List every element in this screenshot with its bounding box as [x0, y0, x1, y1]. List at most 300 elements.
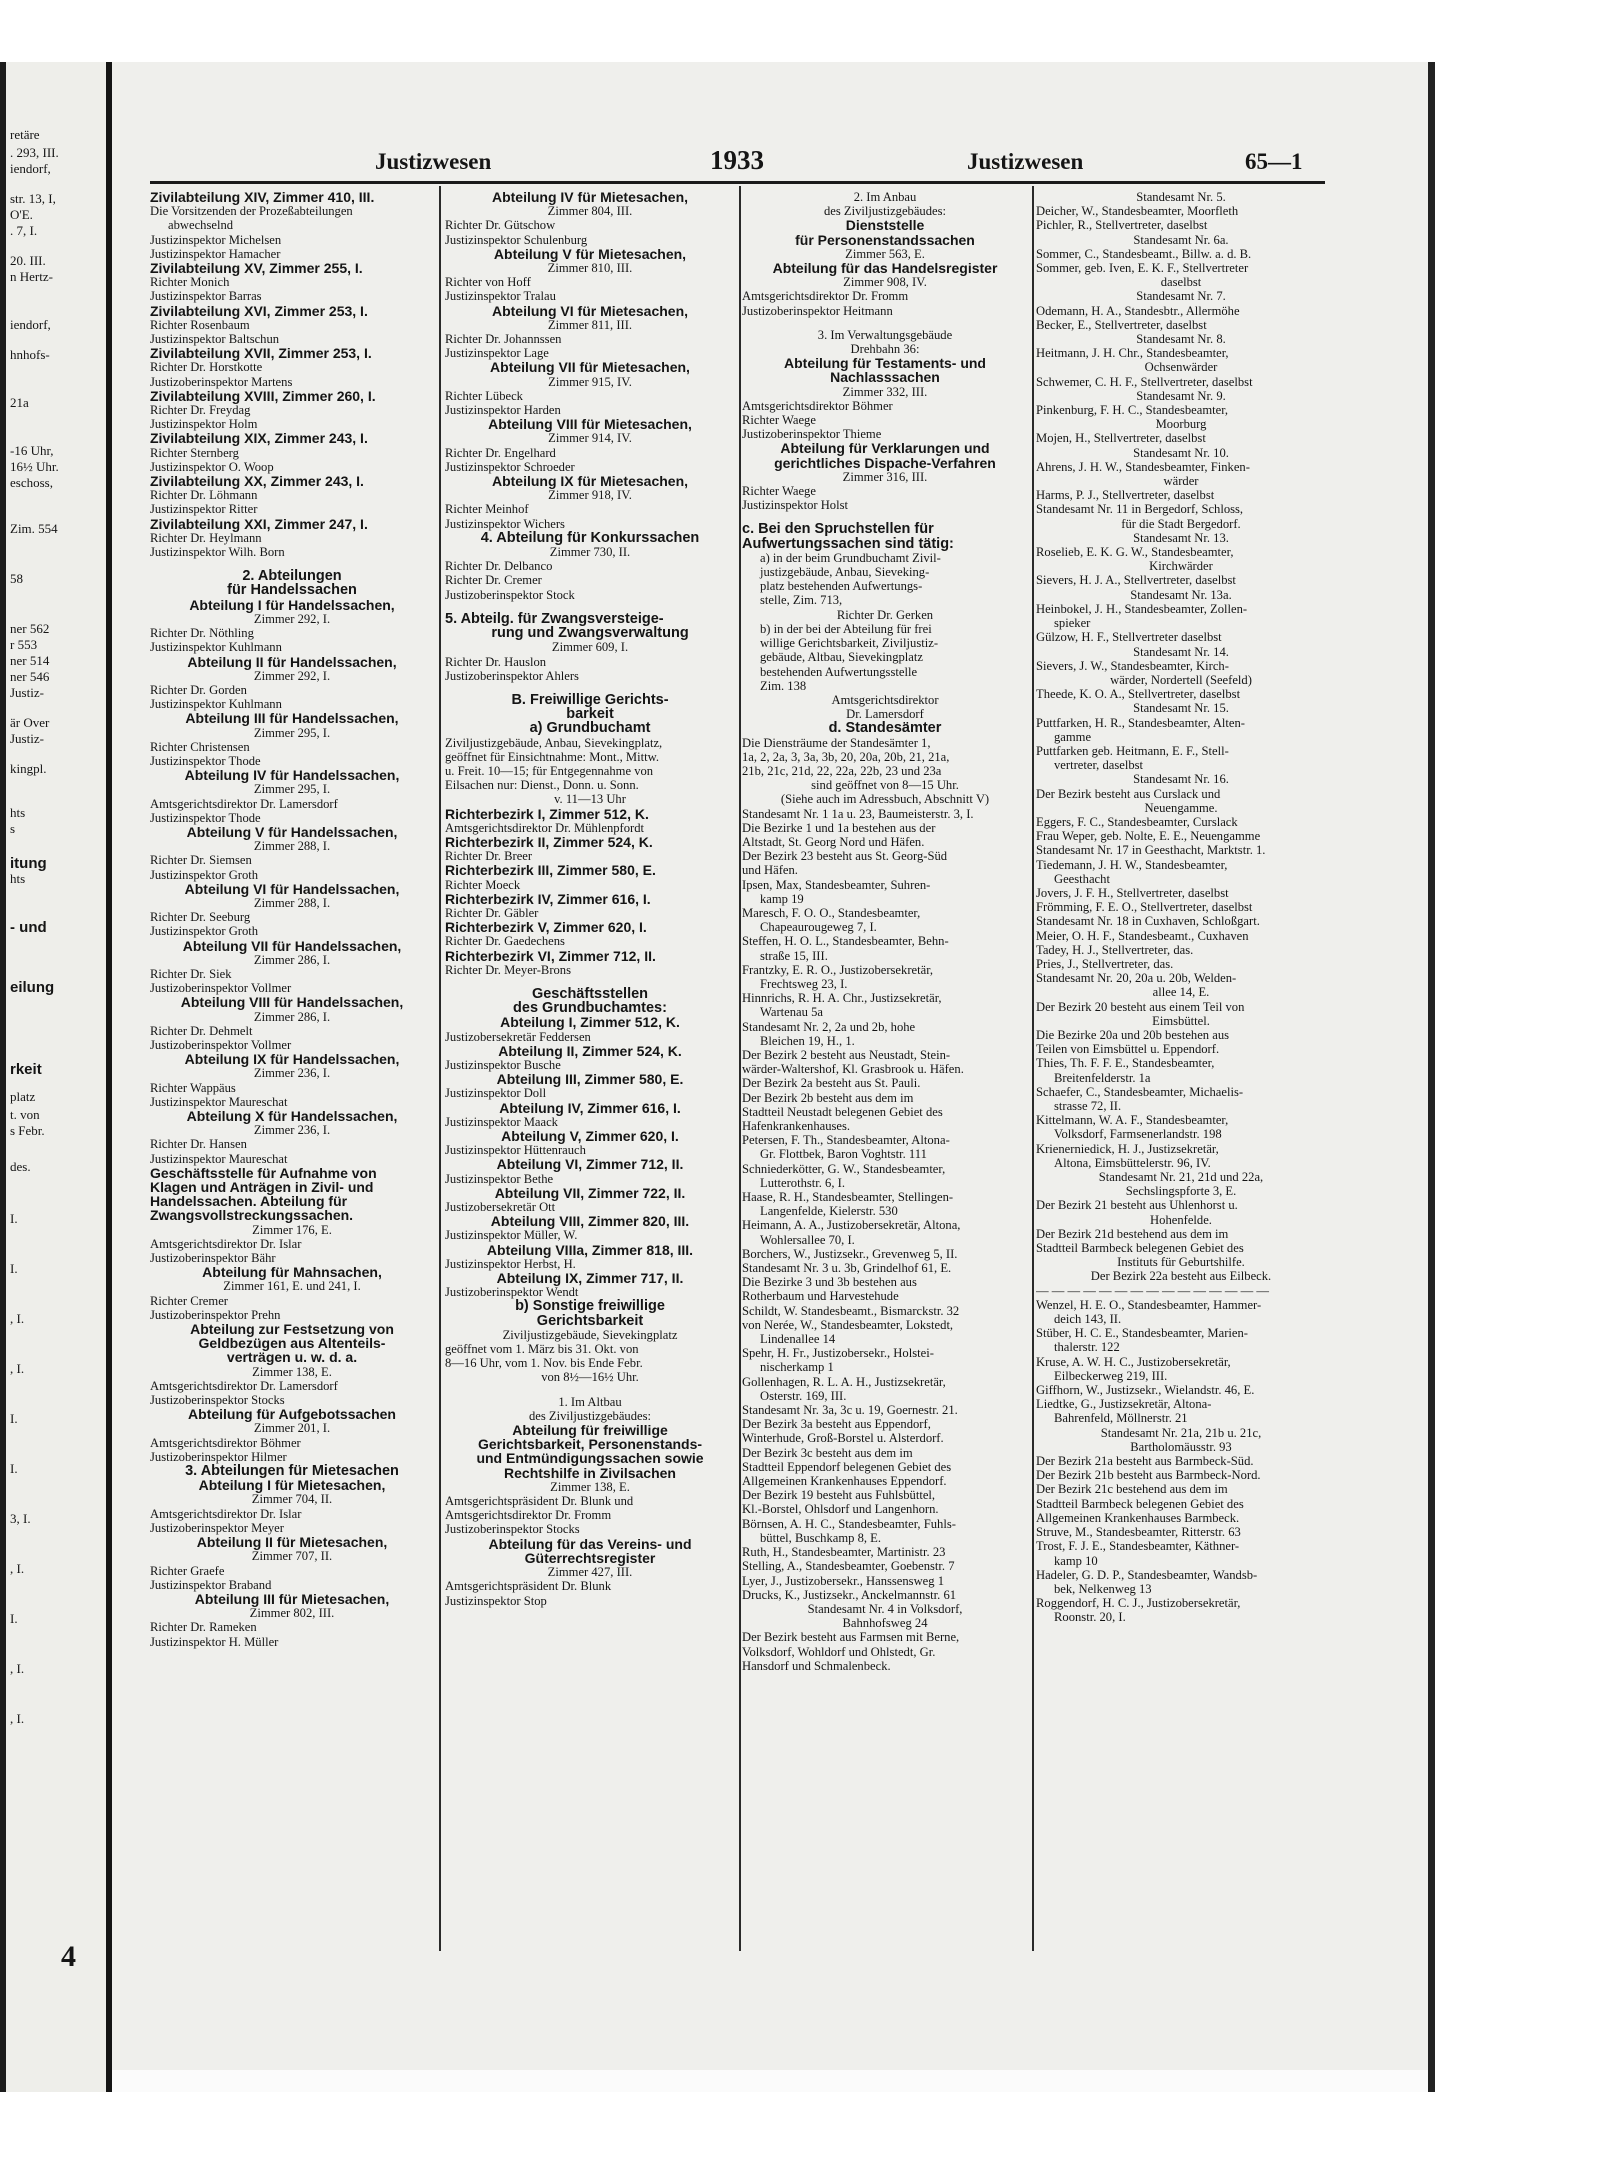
section-heading: Abteilung für Verklarungen und: [780, 440, 990, 457]
entry-line: Schildt, W. Standesbeamt., Bismarckstr. 32: [742, 1303, 960, 1318]
entry-line: Hafenkrankenhauses.: [742, 1119, 851, 1133]
prev-page-fragment: , I.: [10, 1361, 25, 1376]
entry-line: Justizoberinspektor Vollmer: [150, 981, 292, 996]
entry-line: Börnsen, A. H. C., Standesbeamter, Fuhls-: [742, 1516, 956, 1531]
entry-line: Hansdorf und Schmalenbeck.: [742, 1658, 891, 1673]
entry-line: Die Bezirke 3 und 3b bestehen aus: [742, 1275, 917, 1290]
entry-line: Standesamt Nr. 21a, 21b u. 21c,: [1100, 1425, 1262, 1440]
prev-page-fragment: ner 562: [10, 621, 50, 636]
column-divider-1: [439, 186, 441, 1951]
entry-line: Heimann, A. A., Justizobersekretär, Altona,: [742, 1218, 961, 1233]
entry-line: Zimmer 609, I.: [551, 640, 629, 655]
prev-page-fragment: är Over: [10, 715, 50, 730]
entry-line: Richter von Hoff: [445, 275, 531, 290]
prev-page-fragment: iendorf,: [10, 317, 51, 332]
prev-page-fragment: - und: [10, 919, 47, 936]
section-heading: Abteilung V für Handelssachen,: [186, 823, 398, 840]
entry-line: Hadeler, G. D. P., Standesbeamter, Wandsb-: [1036, 1567, 1258, 1582]
entry-line: wärder, Nordertell (Seefeld): [1110, 672, 1252, 687]
entry-line: Krienerniedick, H. J., Justizsekretär,: [1036, 1141, 1219, 1156]
prev-page-fragment: Justiz-: [10, 731, 44, 746]
section-heading: Abteilung VII, Zimmer 722, II.: [494, 1184, 686, 1201]
prev-page-fragment: platz: [10, 1089, 36, 1104]
section-heading: 2. Abteilungen: [242, 568, 342, 585]
prev-page-fragment: eilung: [10, 979, 55, 996]
entry-line: Stadtteil Barmbeck belegenen Gebiet des: [1036, 1241, 1244, 1256]
entry-line: Gollenhagen, R. L. A. H., Justizsekretär,: [742, 1374, 946, 1389]
entry-line: Justizinspektor Harden: [445, 403, 561, 418]
previous-page-fragment: [6, 62, 106, 2092]
entry-line: Sommer, geb. Iven, E. K. F., Stellvertreter: [1036, 261, 1249, 276]
entry-line: Justizinspektor Holm: [150, 417, 258, 432]
section-heading: 3. Abteilungen für Mietesachen: [185, 1463, 399, 1480]
prev-page-fragment: 3, I.: [10, 1511, 31, 1526]
entry-line: Giffhorn, W., Justizsekr., Wielandstr. 46, E.: [1036, 1383, 1255, 1398]
entry-line: Richter Lübeck: [445, 388, 523, 403]
section-heading: Richterbezirk IV, Zimmer 616, I.: [445, 890, 651, 907]
section-heading: 4. Abteilung für Konkurssachen: [480, 529, 700, 546]
entry-line: Roselieb, E. K. G. W., Standesbeamter,: [1036, 545, 1234, 560]
entry-line: Justizinspektor Wichers: [445, 516, 565, 531]
section-heading: Richterbezirk III, Zimmer 580, E.: [445, 862, 656, 879]
entry-line: kamp 10: [1054, 1553, 1098, 1568]
entry-line: Bahrenfeld, Möllnerstr. 21: [1054, 1411, 1188, 1426]
entry-line: Standesamt Nr. 9.: [1136, 388, 1226, 403]
entry-line: Justizinspektor Stop: [445, 1593, 547, 1608]
entry-line: Richter Dr. Freydag: [150, 403, 251, 418]
prev-page-fragment: , I.: [10, 1561, 25, 1576]
prev-page-fragment: rkeit: [10, 1061, 42, 1078]
entry-line: Richter Monich: [150, 275, 230, 290]
entry-line: Struve, M., Standesbeamter, Ritterstr. 63: [1036, 1525, 1241, 1540]
entry-line: Allgemeinen Krankenhauses Barmbeck.: [1036, 1510, 1240, 1525]
scan-edge-right: [1428, 62, 1435, 2092]
entry-line: des Ziviljustizgebäudes:: [823, 204, 947, 219]
entry-line: Standesamt Nr. 14.: [1133, 644, 1229, 659]
prev-page-fragment: r 553: [10, 637, 38, 652]
entry-line: Ziviljustizgebäude, Anbau, Sievekingplatz,: [445, 735, 663, 750]
entry-line: des Ziviljustizgebäudes:: [528, 1408, 652, 1423]
entry-line: Stadtteil Neustadt belegenen Gebiet des: [742, 1104, 943, 1119]
entry-line: Eggers, F. C., Standesbeamter, Curslack: [1036, 814, 1238, 829]
entry-line: Justizoberinspektor Thieme: [742, 427, 882, 442]
prev-page-fragment: . 7, I.: [10, 223, 38, 238]
running-head-year: 1933: [710, 145, 764, 175]
entry-line: Justizinspektor Braband: [150, 1577, 272, 1592]
entry-line: Thies, Th. F. F. E., Standesbeamter,: [1036, 1056, 1215, 1071]
prev-page-fragment: O'E.: [10, 207, 33, 222]
section-heading: Abteilung V, Zimmer 620, I.: [501, 1128, 679, 1144]
entry-line: nischerkamp 1: [760, 1360, 834, 1375]
text-column-4: [1036, 190, 1326, 1950]
entry-line: 2. Im Anbau: [853, 190, 917, 204]
section-heading: Richterbezirk II, Zimmer 524, K.: [445, 833, 653, 850]
entry-line: Zimmer 295, I.: [253, 725, 331, 740]
entry-line: Richter Dr. Johannssen: [445, 332, 562, 347]
entry-line: Richter Dr. Gerken: [836, 607, 934, 622]
entry-line: Amtsgerichtsdirektor Dr. Lamersdorf: [150, 1378, 338, 1393]
entry-line: Trost, F. J. E., Standesbeamter, Käthner-: [1036, 1539, 1240, 1554]
entry-line: Richter Dr. Gaedechens: [445, 934, 565, 949]
section-heading: Abteilung I für Handelssachen,: [189, 596, 395, 613]
prev-page-fragment: des.: [10, 1159, 31, 1174]
entry-line: Rotherbaum und Harvestehude: [742, 1289, 899, 1304]
entry-line: Meier, O. H. F., Standesbeamt., Cuxhaven: [1036, 928, 1249, 943]
entry-line: Richter Dr. Nöthling: [150, 626, 254, 641]
entry-line: Justizinspektor Thode: [150, 810, 261, 825]
entry-line: Die Vorsitzenden der Prozeßabteilungen: [150, 204, 353, 219]
entry-line: wärder-Waltershof, Kl. Grasbrook u. Häfen.: [742, 1062, 964, 1077]
entry-line: Richter Dr. Löhmann: [150, 488, 258, 503]
entry-line: Standesamt Nr. 3a, 3c u. 19, Goernestr. 21.: [742, 1403, 958, 1418]
section-heading: Nachlasssachen: [830, 369, 940, 386]
entry-line: Haase, R. H., Standesbeamter, Stellingen-: [742, 1190, 954, 1205]
page-bottom-edge: [112, 2070, 1428, 2092]
entry-line: justizgebäude, Anbau, Sieveking-: [760, 565, 930, 580]
entry-line: Schwemer, C. H. F., Stellvertreter, daselbst: [1036, 374, 1253, 389]
entry-line: Justizinspektor Doll: [445, 1086, 547, 1101]
entry-line: Sievers, J. W., Standesbeamter, Kirch-: [1036, 658, 1229, 673]
entry-line: Volksdorf, Wohldorf und Ohlstedt, Gr.: [742, 1644, 936, 1659]
entry-line: Harms, P. J., Stellvertreter, daselbst: [1036, 488, 1215, 503]
entry-line: Frantzky, E. R. O., Justizobersekretär,: [742, 962, 934, 977]
entry-line: Justizinspektor Thode: [150, 753, 261, 768]
running-head-left: Justizwesen: [375, 149, 492, 174]
entry-line: Justizinspektor Busche: [445, 1057, 561, 1072]
entry-line: Spehr, H. Fr., Justizobersekr., Holstei-: [742, 1346, 934, 1361]
entry-line: Der Bezirk 21c bestehend aus dem im: [1036, 1482, 1228, 1497]
section-heading: Rechtshilfe in Zivilsachen: [504, 1464, 676, 1481]
entry-line: Richter Dr. Heylmann: [150, 530, 262, 545]
entry-line: Sommer, C., Standesbeamt., Billw. a. d. B.: [1036, 246, 1252, 261]
section-heading: Abteilung VIIIa, Zimmer 818, III.: [486, 1241, 694, 1258]
prev-page-fragment: s Febr.: [10, 1123, 45, 1138]
section-heading: Abteilung I, Zimmer 512, K.: [500, 1014, 680, 1031]
prev-page-fragment: 21a: [10, 395, 29, 410]
entry-line: Justizoberinspektor Stocks: [445, 1522, 580, 1537]
section-heading: b) Sonstige freiwillige: [515, 1298, 665, 1315]
prev-page-fragment: Justiz-: [10, 685, 44, 700]
entry-line: Richter Dr. Meyer-Brons: [445, 962, 572, 977]
entry-line: Heinbokel, J. H., Standesbeamter, Zollen-: [1036, 601, 1248, 616]
entry-line: Zimmer 288, I.: [253, 895, 331, 910]
entry-line: Puttfarken geb. Heitmann, E. F., Stell-: [1036, 743, 1229, 758]
column-divider-3: [1032, 186, 1034, 1951]
entry-line: Gr. Flottbek, Baron Voghtstr. 111: [760, 1147, 927, 1162]
prev-page-fragment: I.: [10, 1261, 18, 1276]
entry-line: Justizinspektor Hamacher: [150, 246, 281, 261]
entry-line: Ruth, H., Standesbeamter, Martinistr. 23: [742, 1545, 946, 1560]
section-heading: Abteilung IV für Mietesachen,: [491, 190, 689, 205]
prev-page-fragment: 58: [10, 571, 23, 586]
entry-line: Wohlersallee 70, I.: [760, 1232, 855, 1247]
section-heading: Abteilung für Mahnsachen,: [202, 1264, 382, 1281]
section-heading: Abteilung III für Mietesachen,: [194, 1590, 390, 1607]
entry-line: Zimmer 286, I.: [253, 1009, 331, 1024]
entry-line: sind geöffnet von 8—15 Uhr.: [811, 778, 959, 793]
prev-page-fragment: I.: [10, 1411, 18, 1426]
entry-line: Zimmer 811, III.: [547, 317, 633, 332]
prev-page-fragment: , I.: [10, 1311, 25, 1326]
entry-line: Richter Waege: [742, 413, 816, 428]
entry-line: Roggendorf, H. C. J., Justizobersekretär,: [1036, 1596, 1241, 1611]
entry-line: Zimmer 292, I.: [253, 611, 331, 626]
entry-line: Wenzel, H. E. O., Standesbeamter, Hammer-: [1036, 1297, 1262, 1312]
section-heading: Güterrechtsregister: [524, 1549, 656, 1566]
entry-line: Standesamt Nr. 18 in Cuxhaven, Schloßgart.: [1036, 914, 1260, 929]
entry-line: Zimmer 316, III.: [842, 469, 928, 484]
prev-page-fragment: eschoss,: [10, 475, 53, 490]
entry-line: Ziviljustizgebäude, Sievekingplatz: [502, 1327, 678, 1342]
entry-line: Frömming, F. E. O., Stellvertreter, daselbst: [1036, 900, 1253, 915]
entry-line: Zimmer 176, E.: [252, 1222, 332, 1237]
entry-line: Der Bezirk 23 besteht aus St. Georg-Süd: [742, 849, 948, 864]
entry-line: Breitenfelderstr. 1a: [1054, 1070, 1151, 1085]
entry-line: Tadey, H. J., Stellvertreter, das.: [1036, 942, 1194, 957]
prev-page-fragment: s: [10, 821, 16, 836]
entry-line: Justizinspektor Wilh. Born: [150, 545, 285, 560]
section-heading: Zivilabteilung XVII, Zimmer 253, I.: [150, 345, 372, 362]
entry-line: Sievers, H. J. A., Stellvertreter, daselbst: [1036, 573, 1236, 588]
entry-line: Zimmer 332, III.: [842, 384, 928, 399]
entry-line: Der Bezirk 3c besteht aus dem im: [742, 1445, 913, 1460]
entry-line: Kittelmann, W. A. F., Standesbeamter,: [1036, 1113, 1229, 1128]
prev-page-fragment: , I.: [10, 1661, 25, 1676]
entry-line: Bartholomäusstr. 93: [1130, 1439, 1232, 1454]
entry-line: Kruse, A. W. H. C., Justizobersekretär,: [1036, 1354, 1231, 1369]
entry-line: Der Bezirk 20 besteht aus einem Teil von: [1036, 999, 1245, 1014]
entry-line: v. 11—13 Uhr: [554, 792, 626, 807]
entry-line: Neuengamme.: [1144, 800, 1218, 815]
entry-line: Der Bezirk 21 besteht aus Uhlenhorst u.: [1036, 1198, 1238, 1213]
entry-line: Standesamt Nr. 11 in Bergedorf, Schloss,: [1036, 502, 1244, 517]
entry-line: Standesamt Nr. 7.: [1136, 289, 1226, 304]
section-heading: Zivilabteilung XIX, Zimmer 243, I.: [150, 430, 368, 447]
entry-line: Standesamt Nr. 13a.: [1130, 587, 1232, 602]
entry-line: Justizoberinspektor Hilmer: [150, 1449, 287, 1464]
section-heading: Geschäftsstelle für Aufnahme von: [150, 1164, 377, 1181]
entry-line: für die Stadt Bergedorf.: [1121, 516, 1241, 531]
entry-line: Der Bezirk 22a besteht aus Eilbeck.: [1090, 1269, 1272, 1284]
entry-line: Zimmer 704, II.: [251, 1492, 333, 1507]
section-heading: Abteilung X für Handelssachen,: [186, 1108, 398, 1124]
prev-page-fragment: 16½ Uhr.: [10, 459, 59, 474]
entry-line: Zimmer 161, E. und 241, I.: [223, 1279, 361, 1294]
entry-line: Richter Dr. Engelhard: [445, 445, 556, 460]
entry-line: Lyer, J., Justizobersekr., Hanssensweg 1: [742, 1573, 945, 1588]
entry-line: Justizinspektor Tralau: [445, 289, 556, 304]
entry-line: Richter Dr. Siemsen: [150, 853, 252, 868]
section-heading: Abteilung VII für Handelssachen,: [182, 937, 402, 954]
section-heading: Geldbezügen aus Altenteils-: [198, 1335, 386, 1352]
page-number-bottom: 4: [61, 1940, 76, 1973]
entry-line: Justizoberinspektor Meyer: [150, 1520, 284, 1535]
entry-line: bek, Nelkenweg 13: [1054, 1581, 1152, 1596]
entry-line: allee 14, E.: [1152, 985, 1210, 1000]
entry-line: Richter Christensen: [150, 739, 250, 754]
entry-line: Amtsgerichtsdirektor Dr. Islar: [150, 1506, 302, 1521]
entry-line: Richter Dr. Siek: [150, 966, 232, 981]
entry-line: Justizoberinspektor Vollmer: [150, 1037, 292, 1052]
entry-line: Hinnrichs, R. H. A. Chr., Justizsekretär,: [742, 991, 942, 1006]
section-heading: Abteilung für Aufgebotssachen: [188, 1406, 396, 1423]
section-heading: Abteilung für Testaments- und: [784, 355, 986, 372]
entry-line: Justizoberinspektor Bähr: [150, 1251, 276, 1266]
entry-line: Justizoberinspektor Martens: [150, 374, 293, 389]
entry-line: Ahrens, J. H. W., Standesbeamter, Finken-: [1036, 459, 1250, 474]
entry-line: Zimmer 236, I.: [253, 1066, 331, 1081]
entry-line: Standesamt Nr. 16.: [1133, 772, 1229, 787]
entry-line: 21b, 21c, 21d, 22, 22a, 22b, 23 und 23a: [742, 763, 942, 778]
entry-line: Zimmer 563, E.: [845, 246, 925, 261]
entry-line: Drucks, K., Justizsekr., Anckelmannstr. 61: [742, 1587, 957, 1602]
entry-line: Richter Cremer: [150, 1293, 228, 1308]
entry-line: Der Bezirk 2b besteht aus dem im: [742, 1090, 914, 1105]
prev-page-fragment: str. 13, I,: [10, 191, 56, 206]
entry-line: Zimmer 236, I.: [253, 1123, 331, 1138]
entry-line: Standesamt Nr. 4 in Volksdorf,: [807, 1601, 963, 1616]
entry-line: Richter Dr. Dehmelt: [150, 1023, 253, 1038]
entry-line: Richter Dr. Horstkotte: [150, 360, 263, 375]
entry-line: Zimmer 295, I.: [253, 782, 331, 797]
entry-line: Stelling, A., Standesbeamter, Goebenstr. 7: [742, 1559, 955, 1574]
entry-line: deich 143, II.: [1054, 1312, 1122, 1327]
entry-line: Justizinspektor Michelsen: [150, 232, 282, 247]
entry-line: Standesamt Nr. 10.: [1133, 445, 1229, 460]
prev-page-fragment: -16 Uhr,: [10, 443, 54, 458]
entry-line: stelle, Zim. 713,: [760, 593, 843, 608]
prev-page-fragment: n Hertz-: [10, 269, 53, 284]
entry-line: Ochsenwärder: [1144, 360, 1218, 375]
entry-line: Justizinspektor Herbst, H.: [445, 1256, 576, 1271]
prev-page-fragment: I.: [10, 1461, 18, 1476]
entry-line: Standesamt Nr. 2, 2a und 2b, hohe: [742, 1019, 916, 1034]
section-heading: barkeit: [566, 706, 614, 723]
entry-line: Heitmann, J. H. Chr., Standesbeamter,: [1036, 346, 1229, 361]
entry-line: daselbst: [1160, 275, 1202, 290]
prev-page-fragment: 20. III.: [10, 253, 46, 268]
entry-line: Der Bezirk 3a besteht aus Eppendorf,: [742, 1417, 931, 1432]
entry-line: Richter Rosenbaum: [150, 317, 250, 332]
entry-line: Richter Dr. Gäbler: [445, 905, 539, 920]
text-column-3: [742, 190, 1028, 1950]
entry-line: b) in der bei der Abteilung für frei: [760, 621, 932, 636]
entry-line: Amtsgerichtsdirektor Dr. Mühlenpfordt: [445, 820, 645, 835]
entry-line: Richter Dr. Gorden: [150, 682, 247, 697]
entry-line: 1. Im Altbau: [558, 1394, 622, 1409]
entry-line: Der Bezirk 2 besteht aus Neustadt, Stein-: [742, 1047, 951, 1062]
section-heading: Klagen und Anträgen in Zivil- und: [150, 1179, 374, 1196]
prev-page-fragment: Zim. 554: [10, 521, 58, 536]
entry-line: Mojen, H., Stellvertreter, daselbst: [1036, 431, 1206, 446]
section-heading: Abteilung VIII für Handelssachen,: [180, 994, 404, 1011]
section-heading: c. Bei den Spruchstellen für: [742, 521, 934, 538]
entry-line: Der Bezirk 21a besteht aus Barmbeck-Süd.: [1036, 1454, 1254, 1469]
entry-line: Pinkenburg, F. H. C., Standesbeamter,: [1036, 403, 1229, 418]
entry-line: Justizinspektor Lage: [445, 346, 549, 361]
entry-line: Justizoberinspektor Heitmann: [742, 303, 893, 318]
entry-line: Amtsgerichtspräsident Dr. Blunk und: [445, 1494, 634, 1509]
entry-line: Amtsgerichtsdirektor Dr. Fromm: [742, 289, 909, 304]
entry-line: Richter Dr. Cremer: [445, 573, 542, 588]
entry-line: Die Bezirke 20a und 20b bestehen aus: [1036, 1027, 1230, 1042]
entry-line: wärder: [1163, 474, 1199, 489]
section-heading: Handelssachen. Abteilung für: [150, 1193, 348, 1210]
entry-line: Justizinspektor Barras: [150, 289, 262, 304]
section-heading: Dienststelle: [845, 217, 925, 234]
section-heading: Aufwertungssachen sind tätig:: [742, 535, 954, 552]
entry-line: Justizinspektor Ritter: [150, 502, 258, 517]
prev-page-fragment: hts: [10, 871, 26, 886]
entry-line: Die Bezirke 1 und 1a bestehen aus der: [742, 820, 936, 835]
section-heading: Abteilung für das Vereins- und: [488, 1535, 692, 1552]
entry-line: Der Bezirk 21b besteht aus Barmbeck-Nord.: [1036, 1468, 1261, 1483]
column-divider-2: [739, 186, 741, 1951]
entry-line: spieker: [1054, 616, 1091, 631]
entry-line: willige Gerichtsbarkeit, Ziviljustiz-: [760, 636, 939, 651]
entry-line: Borchers, W., Justizsekr., Grevenweg 5, II.: [742, 1246, 958, 1261]
entry-line: Amtsgerichtsdirektor Dr. Islar: [150, 1236, 302, 1251]
entry-line: Kl.-Borstel, Ohlsdorf und Langenhorn.: [742, 1502, 939, 1517]
entry-line: Richter Wappäus: [150, 1080, 236, 1095]
entry-line: Justizoberinspektor Wendt: [445, 1285, 579, 1300]
section-heading: Abteilung VII für Mietesachen,: [490, 359, 690, 376]
entry-line: straße 15, III.: [760, 948, 828, 963]
section-heading: 5. Abteilg. für Zwangsversteige-: [445, 610, 664, 627]
entry-line: Zim. 138: [760, 678, 807, 693]
entry-line: abwechselnd: [168, 218, 234, 233]
entry-line: Standesamt Nr. 3 u. 3b, Grindelhof 61, E.: [742, 1261, 952, 1276]
entry-line: Der Bezirk besteht aus Curslack und: [1036, 786, 1221, 801]
entry-line: Der Bezirk 2a besteht aus St. Pauli.: [742, 1076, 921, 1091]
entry-line: Schaefer, C., Standesbeamter, Michaelis-: [1036, 1084, 1244, 1099]
entry-line: Zimmer 201, I.: [253, 1421, 331, 1436]
entry-line: von 8½—16½ Uhr.: [541, 1370, 639, 1385]
section-heading: Abteilung VI für Mietesachen,: [491, 302, 689, 319]
entry-line: Amtsgerichtsdirektor: [831, 692, 939, 707]
entry-line: Justizobersekretär Ott: [445, 1200, 556, 1215]
section-heading: Abteilung II für Handelssachen,: [187, 653, 397, 670]
entry-line: a) in der beim Grundbuchamt Zivil-: [760, 550, 941, 565]
entry-line: Standesamt Nr. 13.: [1133, 530, 1229, 545]
section-heading: Abteilung zur Festsetzung von: [190, 1321, 394, 1338]
entry-line: Pries, J., Stellvertreter, das.: [1036, 956, 1174, 971]
entry-line: Bleichen 19, H., 1.: [760, 1033, 855, 1048]
section-heading: Zivilabteilung XV, Zimmer 255, I.: [150, 260, 363, 277]
header-rule: [150, 181, 1325, 184]
entry-line: Stadtteil Eppendorf belegenen Gebiet des: [742, 1459, 952, 1474]
entry-line: Gülzow, H. F., Stellvertreter daselbst: [1036, 630, 1222, 645]
entry-line: Richter Dr. Breer: [445, 849, 533, 864]
entry-line: Maresch, F. O. O., Standesbeamter,: [742, 905, 921, 920]
prev-page-fragment: ner 514: [10, 653, 50, 668]
entry-line: Theede, K. O. A., Stellvertreter, daselbst: [1036, 687, 1241, 702]
entry-line: Standesamt Nr. 1 1a u. 23, Baumeisterstr. 3, I.: [742, 806, 974, 821]
section-heading: Gerichtsbarkeit: [536, 1312, 644, 1329]
entry-line: Justizinspektor Schulenburg: [445, 232, 588, 247]
entry-line: Lindenallee 14: [760, 1332, 836, 1347]
entry-line: Roonstr. 20, I.: [1054, 1610, 1126, 1625]
entry-line: Eimsbüttel.: [1152, 1013, 1210, 1028]
entry-line: (Siehe auch im Adressbuch, Abschnitt V): [780, 792, 990, 807]
section-heading: Abteilung IX für Mietesachen,: [491, 473, 689, 490]
entry-line: Zimmer 918, IV.: [548, 488, 632, 503]
prev-page-fragment: hnhofs-: [10, 347, 50, 362]
entry-line: Eilbeckerweg 219, III.: [1054, 1368, 1168, 1383]
entry-line: Zimmer 730, II.: [549, 545, 631, 560]
entry-line: Zimmer 810, III.: [547, 261, 633, 276]
section-heading: B. Freiwillige Gerichts-: [511, 691, 669, 708]
